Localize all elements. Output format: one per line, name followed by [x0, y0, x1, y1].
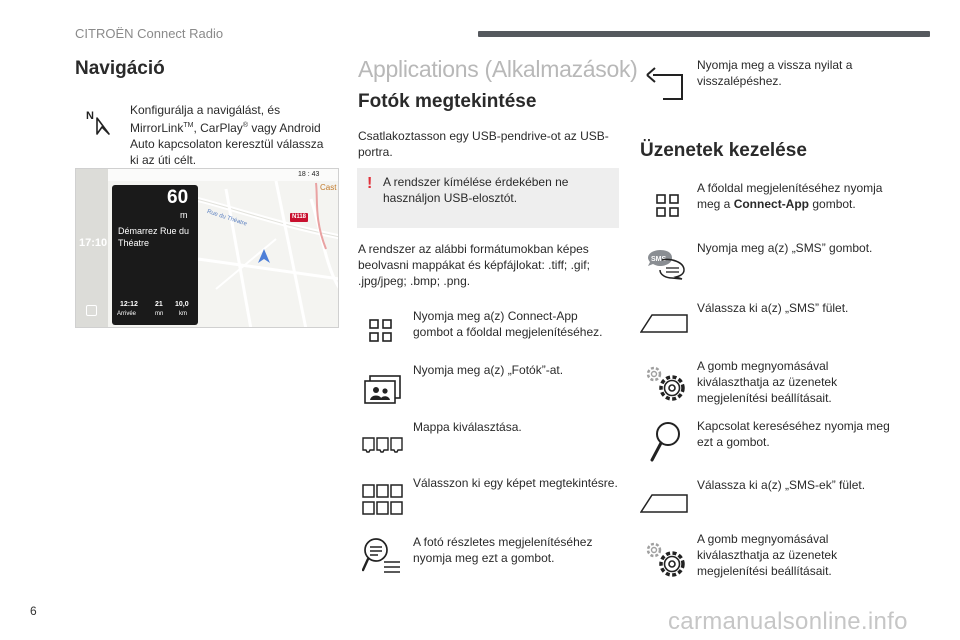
- warning-mark: !: [367, 175, 373, 192]
- grid-icon[interactable]: [368, 318, 394, 344]
- message-step-2: Nyomja meg a(z) „SMS” gombot.: [697, 241, 873, 255]
- home-square-icon[interactable]: [86, 305, 97, 316]
- settings-gear-icon[interactable]: [644, 540, 688, 580]
- back-arrow-icon[interactable]: [645, 64, 687, 102]
- road-badge: N118: [291, 214, 306, 220]
- photo-step-2: Nyomja meg a(z) „Fotók”-at.: [413, 363, 564, 377]
- navigation-screenshot: [75, 168, 339, 328]
- messages-heading: Üzenetek kezelése: [640, 140, 807, 161]
- photo-step-3: Mappa kiválasztása.: [413, 420, 522, 434]
- minutes-label: mn: [155, 311, 164, 317]
- minutes-value: 21: [155, 301, 163, 308]
- km-label: km: [179, 311, 187, 317]
- photos-intro: Csatlakoztasson egy USB-pendrive-ot az USB-portra.: [358, 129, 609, 159]
- tab-icon[interactable]: [640, 312, 690, 334]
- map-place-label: Cast: [320, 183, 337, 192]
- settings-gear-icon[interactable]: [644, 364, 688, 404]
- navigation-text: Konfigurálja a navigálást, és MirrorLink™, CarPlay® vagy Android Auto kapcsolaton keresztül válassza ki az úti célt.: [130, 103, 324, 167]
- clock: 18 : 43: [298, 171, 320, 178]
- warning-text: A rendszer kímélése érdekében ne használjon USB-elosztót.: [383, 175, 569, 205]
- side-time: 17:10: [79, 237, 108, 249]
- message-step-6: Válassza ki a(z) „SMS-ek” fület.: [697, 478, 866, 492]
- message-step-5: Kapcsolat kereséséhez nyomja meg ezt a gombot.: [697, 419, 890, 449]
- navigation-arrow-icon: [86, 108, 112, 136]
- warning-note: [357, 168, 619, 228]
- guidance-card: [112, 185, 198, 325]
- header-title: CITROËN Connect Radio: [75, 26, 224, 41]
- message-step-7: A gomb megnyomásával kiválaszthatja az üzenetek megjelenítési beállításait.: [697, 532, 838, 578]
- tab-icon[interactable]: [640, 492, 690, 514]
- photos-icon[interactable]: [362, 374, 402, 404]
- arrival-label: Arrivée: [117, 311, 137, 317]
- guidance-distance: 60: [167, 187, 189, 208]
- photos-heading: Fotók megtekintése: [358, 91, 537, 112]
- navigation-heading: Navigáció: [75, 58, 165, 79]
- arrival-value: 12:12: [120, 301, 138, 308]
- message-step-3: Válassza ki a(z) „SMS” fület.: [697, 301, 849, 315]
- formats-text: A rendszer az alábbi formátumokban képes beolvasni mappákat és képfájlokat: .tiff; .gif; .jpg/jpeg; .bmp; .png.: [358, 242, 590, 288]
- message-step-1: A főoldal megjelenítéséhez nyomja meg a Connect-App gombot.: [697, 181, 883, 211]
- page-number: 6: [30, 604, 37, 618]
- svg-text:N: N: [86, 110, 94, 122]
- folders-icon[interactable]: [362, 436, 404, 454]
- message-step-4: A gomb megnyomásával kiválaszthatja az üzenetek megjelenítési beállításait.: [697, 359, 838, 405]
- guidance-distance-unit: m: [180, 210, 188, 220]
- guidance-summary: [112, 297, 198, 325]
- photo-step-4: Válasszon ki egy képet megtekintésre.: [413, 476, 618, 490]
- sms-icon[interactable]: [646, 248, 688, 280]
- watermark: carmanualsonline.info: [668, 608, 908, 635]
- sms-icon-label: SMS: [651, 256, 667, 263]
- road-label: Rue du Théatre: [206, 209, 248, 228]
- km-value: 10,0: [175, 301, 189, 308]
- applications-title: Applications (Alkalmazások): [358, 56, 638, 82]
- image-grid-icon[interactable]: [362, 484, 404, 516]
- header-bar: [478, 31, 930, 37]
- back-text: Nyomja meg a vissza nyilat a visszalépéshez.: [697, 58, 853, 88]
- search-icon[interactable]: [648, 420, 684, 464]
- guidance-street: Démarrez Rue du Théatre: [118, 226, 190, 248]
- grid-icon[interactable]: [655, 193, 681, 219]
- photo-step-5: A fotó részletes megjelenítéséhez nyomja meg ezt a gombot.: [413, 535, 593, 565]
- photo-step-1: Nyomja meg a(z) Connect-App gombot a főoldal megjelenítéséhez.: [413, 309, 603, 339]
- detail-icon[interactable]: [362, 536, 402, 576]
